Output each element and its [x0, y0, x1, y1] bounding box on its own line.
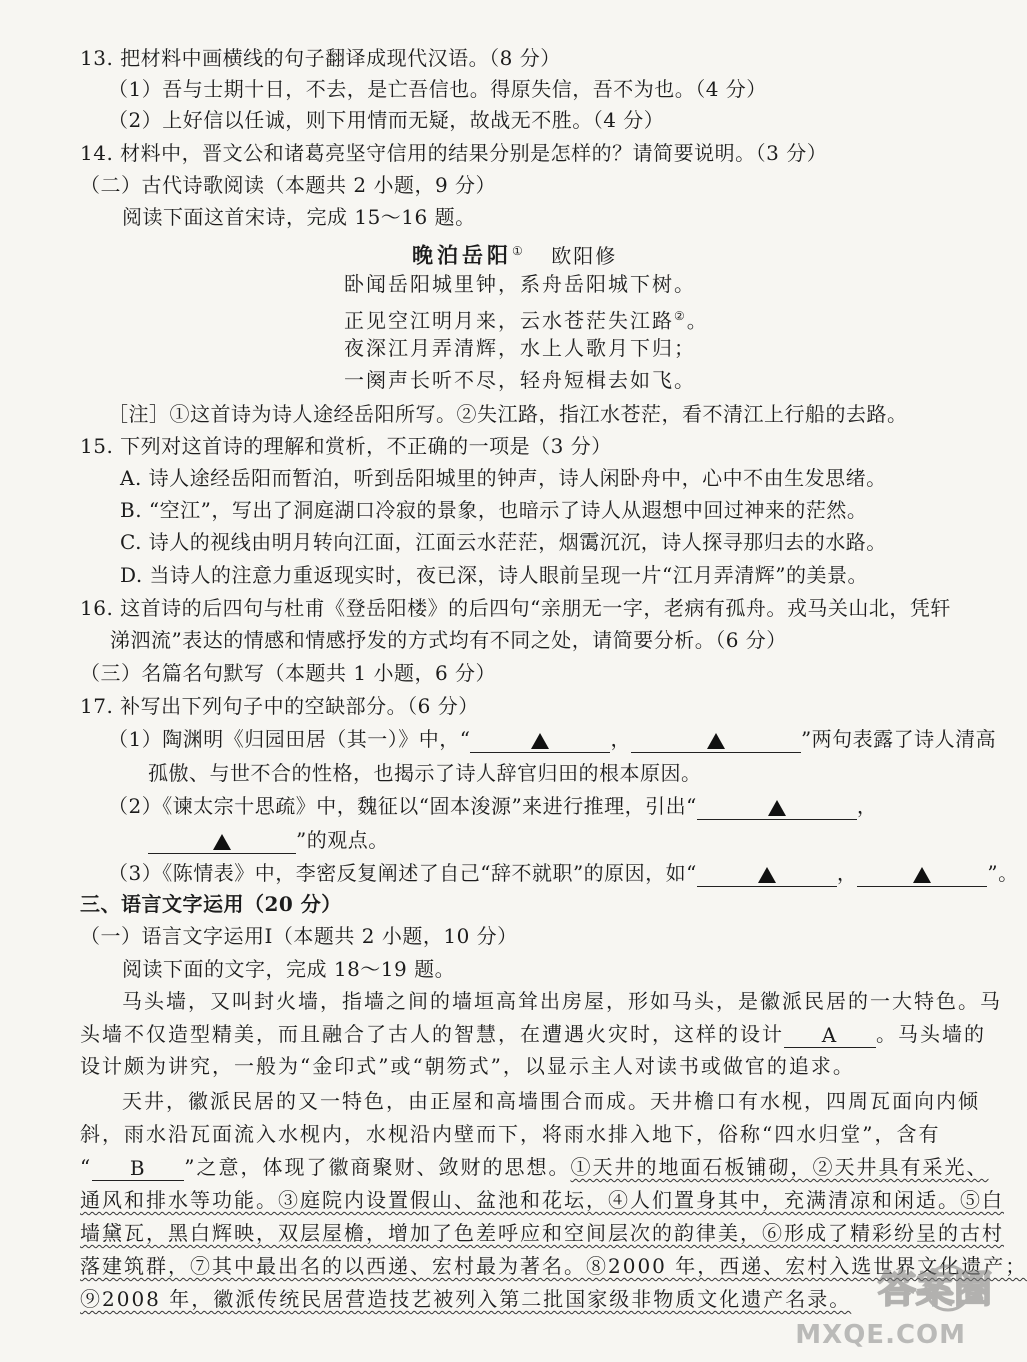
fill-blank[interactable] [697, 862, 837, 887]
passage-p2-line-3 [80, 1153, 988, 1181]
separator: ， [836, 861, 858, 885]
question-17-part-1-text: （1）陶渊明《归园田居（其一）》中，“ [108, 727, 471, 751]
fill-blank[interactable] [697, 795, 857, 820]
question-15-option-a: A. 诗人途经岳阳而暂泊，听到岳阳城里的钟声，诗人闲卧舟中，心中不由生发思绪。 [120, 466, 887, 490]
passage-p2-line-7: ⑨2008 年，徽派传统民居营造技艺被列入第二批国家级非物质文化遗产名录。 [80, 1287, 852, 1311]
triangle-icon [531, 733, 549, 749]
triangle-icon [707, 733, 725, 749]
question-17-part-2 [108, 792, 877, 820]
passage-instruction: 阅读下面的文字，完成 18～19 题。 [122, 957, 456, 981]
passage-p2-line-5: 墙黛瓦，黑白辉映，双层屋檐，增加了色差呼应和空间层次的韵律美，⑥形成了精彩纷呈的古村 [80, 1221, 1004, 1245]
question-13-part-2: （2）上好信以任诚，则下用情而无疑，故战无不胜。（4 分） [108, 108, 665, 132]
question-13: 13. 把材料中画横线的句子翻译成现代汉语。（8 分） [80, 46, 561, 70]
poem-line-3: 夜深江月弄清辉，水上人歌月下归； [344, 336, 696, 360]
triangle-icon [913, 867, 931, 883]
poem-line-4: 一阕声长听不尽，轻舟短楫去如飞。 [344, 368, 696, 392]
passage-p1-line-2-text: 头墙不仅造型精美，而且融合了古人的智慧，在遭遇火灾时，这样的设计 [80, 1022, 784, 1046]
question-15-option-d: D. 当诗人的注意力重返现实时，夜已深，诗人眼前呈现一片“江月弄清辉”的美景。 [120, 563, 868, 587]
question-14: 14. 材料中，晋文公和诸葛亮坚守信用的结果分别是怎样的？请简要说明。（3 分） [80, 141, 828, 165]
poem-author: 欧阳修 [551, 243, 618, 268]
poem-line-2-end: 。 [686, 308, 709, 333]
separator: ， [610, 727, 631, 751]
question-15-option-b: B. “空江”，写出了洞庭湖口冷寂的景象，也暗示了诗人从遐想中回过神来的茫然。 [120, 498, 868, 522]
poem-title-footnote-mark: ① [512, 244, 524, 258]
question-16-continued: 涕泗流”表达的情感和情感抒发的方式均有不同之处，请简要分析。（6 分） [110, 628, 787, 652]
poem-line-2-footnote-mark: ② [674, 309, 687, 323]
question-16: 16. 这首诗的后四句与杜甫《登岳阳楼》的后四句“亲朋无一字，老病有孤舟。戎马关山北，凭轩 [80, 596, 951, 620]
question-17-part-2-continued [148, 826, 389, 854]
passage-p1-line-2 [80, 1020, 986, 1048]
section-ancient-poetry: （二）古代诗歌阅读（本题共 2 小题，9 分） [80, 173, 497, 197]
poem-line-1: 卧闻岳阳城里钟，系舟岳阳城下树。 [344, 272, 696, 296]
section-famous-lines: （三）名篇名句默写（本题共 1 小题，6 分） [80, 661, 497, 685]
poem-notes: ［注］①这首诗为诗人途经岳阳所写。②失江路，指江水苍茫，看不清江上行船的去路。 [108, 402, 908, 426]
watermark-logo [748, 1244, 993, 1354]
watermark-logo-text: 答案圈 [878, 1267, 993, 1311]
passage-p2-line-3-text: ”之意，体现了徽商聚财、敛财的思想。 [184, 1155, 571, 1179]
question-17-part-3 [108, 859, 1019, 887]
poem-title: 晚泊岳阳 [412, 242, 512, 268]
passage-p2-line-4: 通风和排水等功能。③庭院内设置假山、盆池和花坛，④人们置身其中，充满清凉和闲适。⑤白 [80, 1188, 1004, 1212]
question-17-part-2-suffix: ”的观点。 [296, 828, 389, 852]
passage-p1-line-2-suffix: 。马头墙的 [876, 1022, 986, 1046]
question-17-part-1 [108, 725, 996, 753]
question-17-part-3-text: （3）《陈情表》中，李密反复阐述了自己“辞不就职”的原因，如“ [108, 861, 697, 885]
wavy-underlined-text: ①天井的地面石板铺砌，②天井具有采光、 [570, 1155, 989, 1179]
question-15: 15. 下列对这首诗的理解和赏析，不正确的一项是（3 分） [80, 434, 612, 458]
blank-b[interactable]: B [92, 1156, 184, 1181]
poem-line-2-text: 正见空江明月来，云水苍茫失江路 [344, 308, 674, 333]
watermark-site: MXQE.COM [795, 1320, 966, 1350]
poem-line-2 [344, 302, 709, 335]
separator: ， [856, 794, 878, 818]
triangle-icon [213, 834, 231, 850]
fill-blank[interactable] [470, 728, 610, 753]
passage-p2-line-1: 天井，徽派民居的又一特色，由正屋和高墙围合而成。天井檐口有水枧，四周瓦面向内倾 [122, 1089, 980, 1113]
triangle-icon [758, 867, 776, 883]
poetry-instruction: 阅读下面这首宋诗，完成 15～16 题。 [122, 205, 476, 229]
fill-blank[interactable] [148, 829, 296, 854]
question-17-part-3-suffix: ”。 [987, 861, 1019, 885]
question-17: 17. 补写出下列句子中的空缺部分。（6 分） [80, 694, 479, 718]
passage-p2-line-2: 斜，雨水沿瓦面流入水枧内，水枧沿内壁而下，将雨水排入地下，俗称“四水归堂”，含有 [80, 1122, 941, 1146]
passage-p1-line-3: 设计颇为讲究，一般为“金印式”或“朝笏式”，以显示主人对读书或做官的追求。 [80, 1054, 855, 1078]
part-three-heading: 三、语言文字运用（20 分） [80, 892, 342, 916]
fill-blank[interactable] [857, 862, 987, 887]
passage-p2-line-6: 落建筑群，⑦其中最出名的以西递、宏村最为著名。⑧2000 年，西递、宏村入选世界文化遗产； [80, 1254, 1027, 1278]
question-13-part-1: （1）吾与士期十日，不去，是亡吾信也。得原失信，吾不为也。（4 分） [108, 77, 767, 101]
question-17-part-1-suffix: ”两句表露了诗人清高 [800, 727, 997, 751]
open-quote: “ [80, 1155, 93, 1179]
question-15-option-c: C. 诗人的视线由明月转向江面，江面云水茫茫，烟霭沉沉，诗人探寻那归去的水路。 [120, 530, 887, 554]
triangle-icon [768, 800, 786, 816]
section-language-use-1: （一）语言文字运用Ⅰ（本题共 2 小题，10 分） [80, 924, 518, 948]
blank-a[interactable]: A [784, 1023, 876, 1048]
question-17-part-1-continued: 孤傲、与世不合的性格，也揭示了诗人辞官归田的根本原因。 [148, 761, 702, 785]
question-17-part-2-text: （2）《谏太宗十思疏》中，魏征以“固本浚源”来进行推理，引出“ [108, 794, 697, 818]
fill-blank[interactable] [631, 728, 801, 753]
passage-p1-line-1: 马头墙，又叫封火墙，指墙之间的墙垣高耸出房屋，形如马头，是徽派民居的一大特色。马 [122, 989, 1002, 1013]
poem-heading [412, 237, 617, 270]
